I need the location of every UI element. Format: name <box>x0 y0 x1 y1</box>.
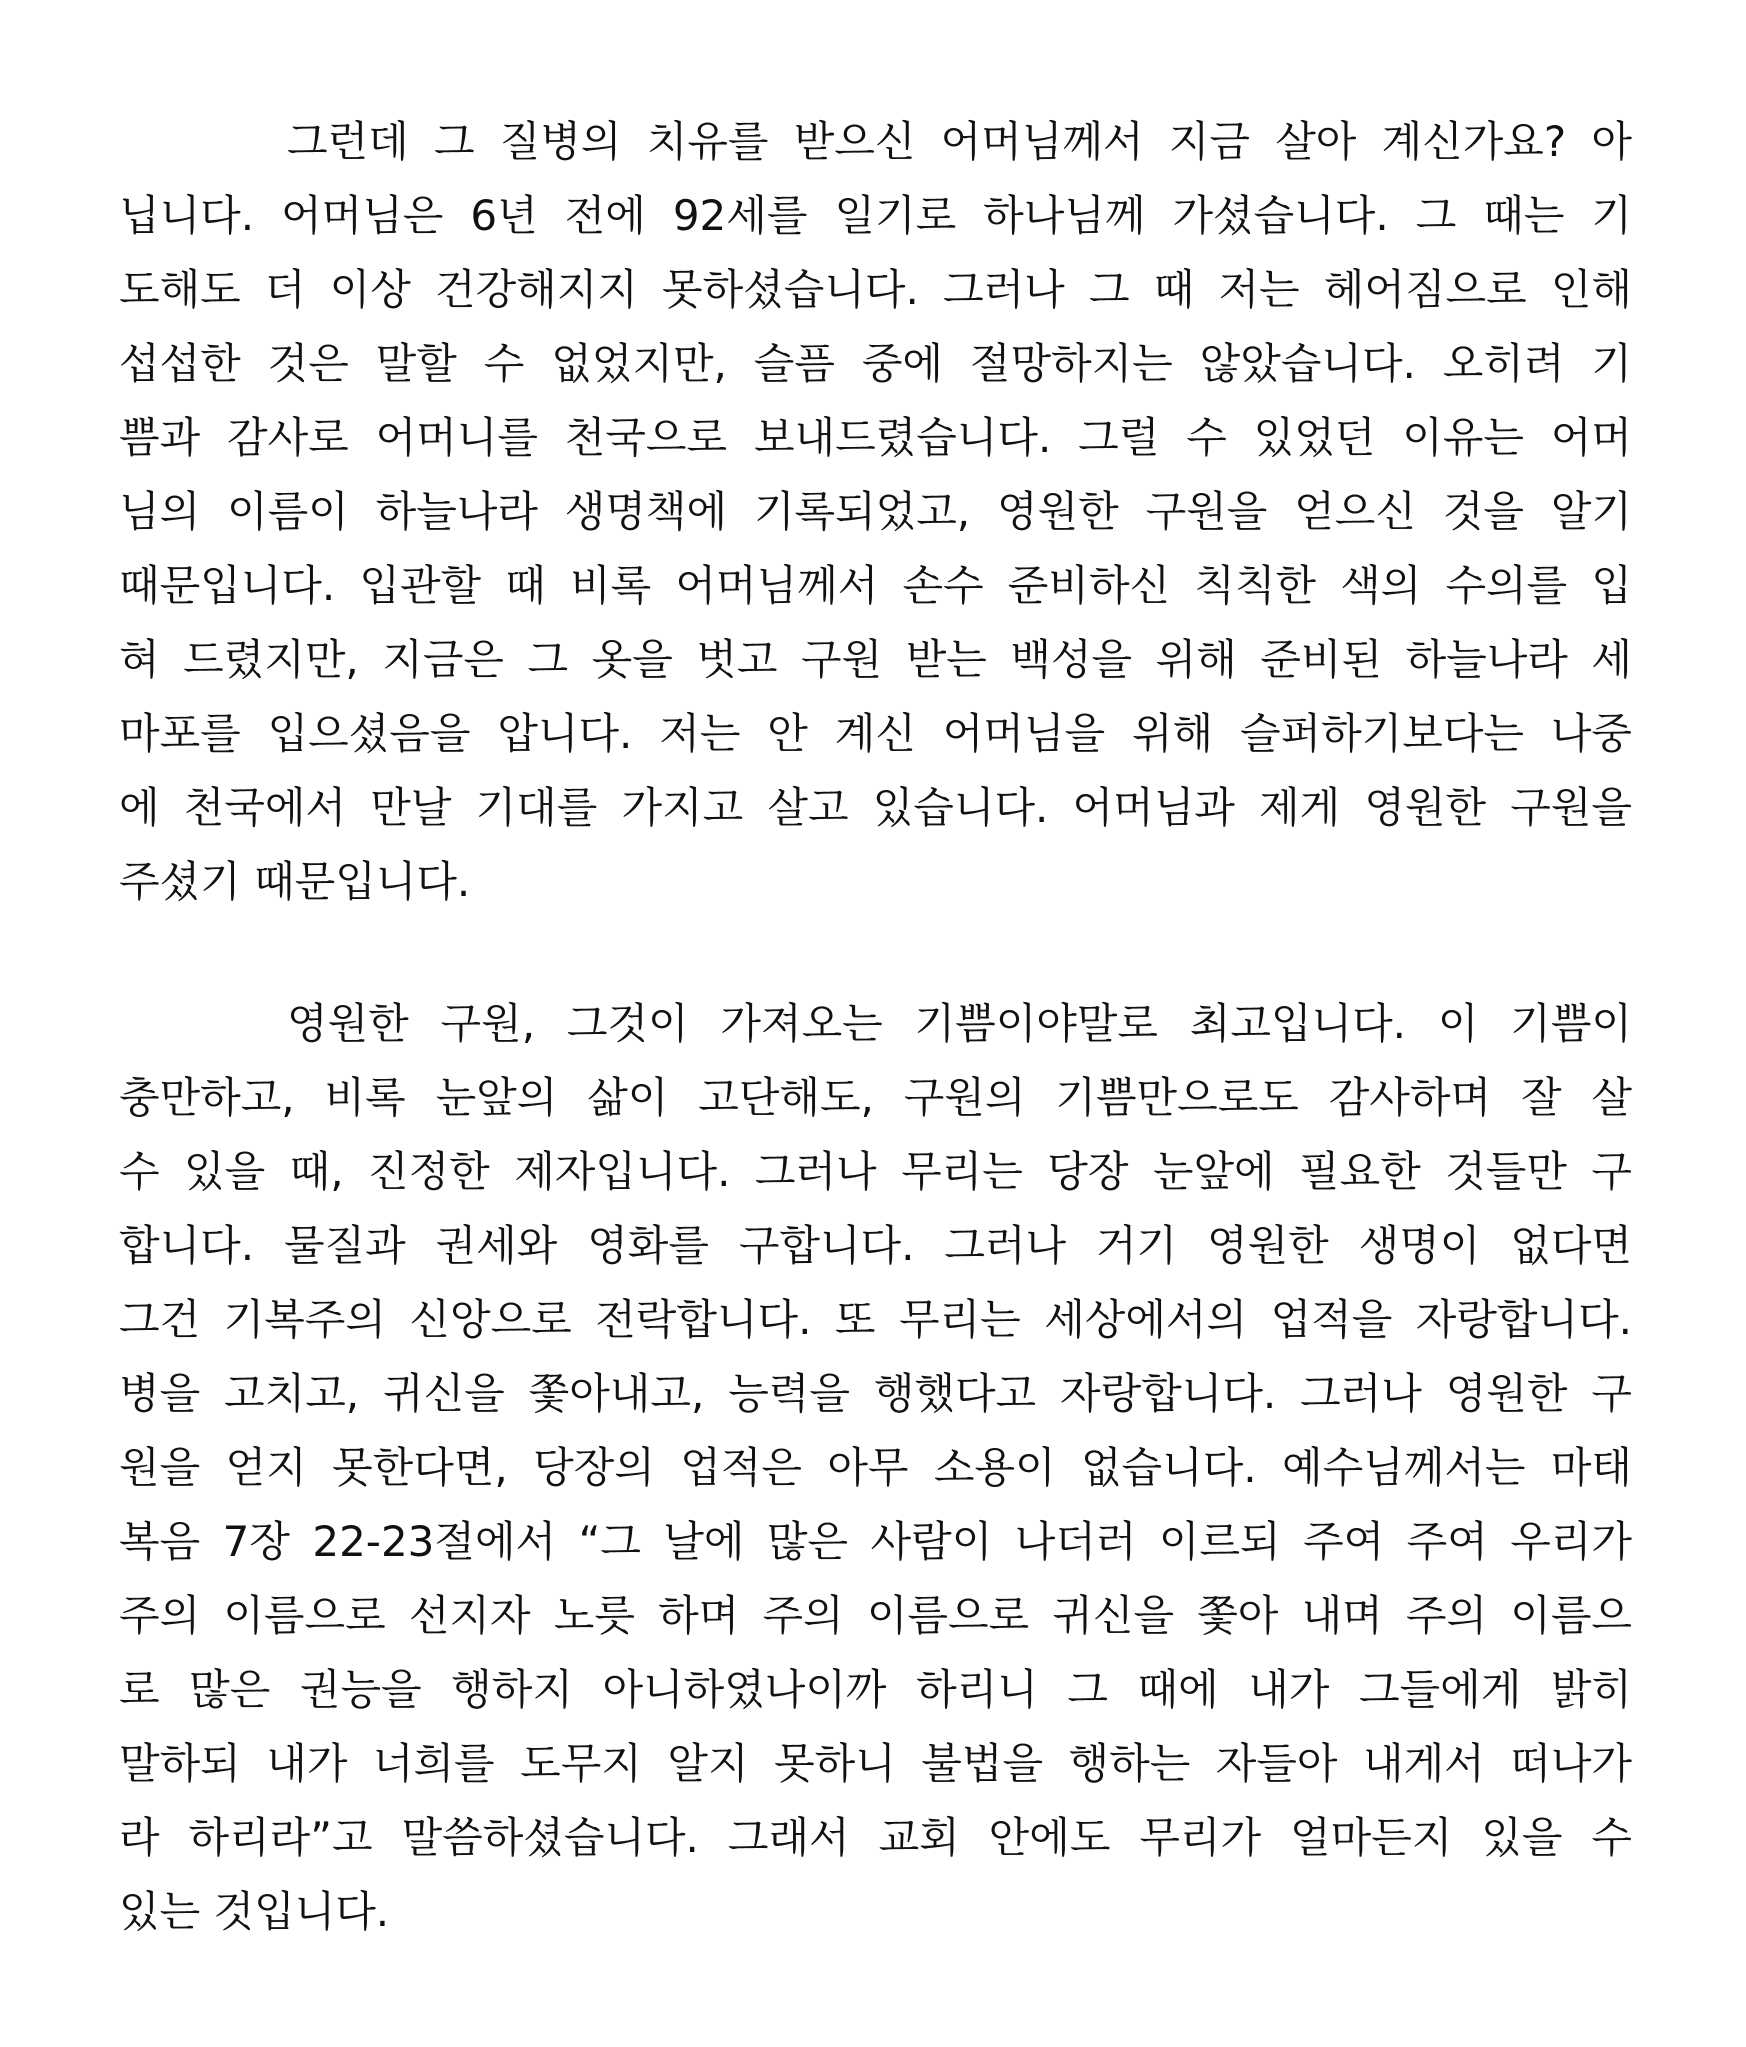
paragraph-spacer <box>119 919 1632 987</box>
text-line: 닙니다. 어머님은 6년 전에 92세를 일기로 하나님께 가셨습니다. 그 때는 기 <box>119 191 1632 240</box>
text-line: 합니다. 물질과 권세와 영화를 구합니다. 그러나 거기 영원한 생명이 없다면 <box>119 1221 1632 1270</box>
document-page <box>119 105 1632 1949</box>
text-line: 병을 고치고, 귀신을 쫓아내고, 능력을 행했다고 자랑합니다. 그러나 영원한 구 <box>119 1369 1632 1418</box>
text-line: 때문입니다. 입관할 때 비록 어머님께서 손수 준비하신 칙칙한 색의 수의를 입 <box>119 561 1632 610</box>
text-line: 원을 얻지 못한다면, 당장의 업적은 아무 소용이 없습니다. 예수님께서는 마태 <box>119 1443 1632 1492</box>
text-line: 주셨기 때문입니다. <box>119 857 471 906</box>
text-line: 있는 것입니다. <box>119 1887 390 1936</box>
text-line: 도해도 더 이상 건강해지지 못하셨습니다. 그러나 그 때 저는 헤어짐으로 인해 <box>119 265 1632 314</box>
text-line: 혀 드렸지만, 지금은 그 옷을 벗고 구원 받는 백성을 위해 준비된 하늘나라 세 <box>119 635 1632 684</box>
text-line: 쁨과 감사로 어머니를 천국으로 보내드렸습니다. 그럴 수 있었던 이유는 어머 <box>119 413 1632 462</box>
text-line: 님의 이름이 하늘나라 생명책에 기록되었고, 영원한 구원을 얻으신 것을 알기 <box>119 487 1632 536</box>
text-line: 복음 7장 22-23절에서 “그 날에 많은 사람이 나더러 이르되 주여 주여 우리가 <box>119 1517 1632 1566</box>
text-line: 로 많은 권능을 행하지 아니하였나이까 하리니 그 때에 내가 그들에게 밝히 <box>119 1665 1632 1714</box>
text-line: 그건 기복주의 신앙으로 전락합니다. 또 무리는 세상에서의 업적을 자랑합니다. <box>119 1295 1632 1344</box>
text-line: 에 천국에서 만날 기대를 가지고 살고 있습니다. 어머님과 제게 영원한 구원을 <box>119 783 1632 832</box>
paragraph-1 <box>119 105 1632 919</box>
paragraph-2 <box>119 987 1632 1949</box>
text-line: 영원한 구원, 그것이 가져오는 기쁨이야말로 최고입니다. 이 기쁨이 <box>287 999 1632 1048</box>
text-line: 마포를 입으셨음을 압니다. 저는 안 계신 어머님을 위해 슬퍼하기보다는 나중 <box>119 709 1632 758</box>
text-line: 라 하리라”고 말씀하셨습니다. 그래서 교회 안에도 무리가 얼마든지 있을 수 <box>119 1813 1632 1862</box>
text-line: 주의 이름으로 선지자 노릇 하며 주의 이름으로 귀신을 쫓아 내며 주의 이름으 <box>119 1591 1632 1640</box>
text-line: 수 있을 때, 진정한 제자입니다. 그러나 무리는 당장 눈앞에 필요한 것들만 구 <box>119 1147 1632 1196</box>
text-line: 그런데 그 질병의 치유를 받으신 어머님께서 지금 살아 계신가요? 아 <box>287 117 1632 166</box>
text-line: 섭섭한 것은 말할 수 없었지만, 슬픔 중에 절망하지는 않았습니다. 오히려 기 <box>119 339 1632 388</box>
text-line: 충만하고, 비록 눈앞의 삶이 고단해도, 구원의 기쁨만으로도 감사하며 잘 살 <box>119 1073 1632 1122</box>
text-line: 말하되 내가 너희를 도무지 알지 못하니 불법을 행하는 자들아 내게서 떠나가 <box>119 1739 1632 1788</box>
